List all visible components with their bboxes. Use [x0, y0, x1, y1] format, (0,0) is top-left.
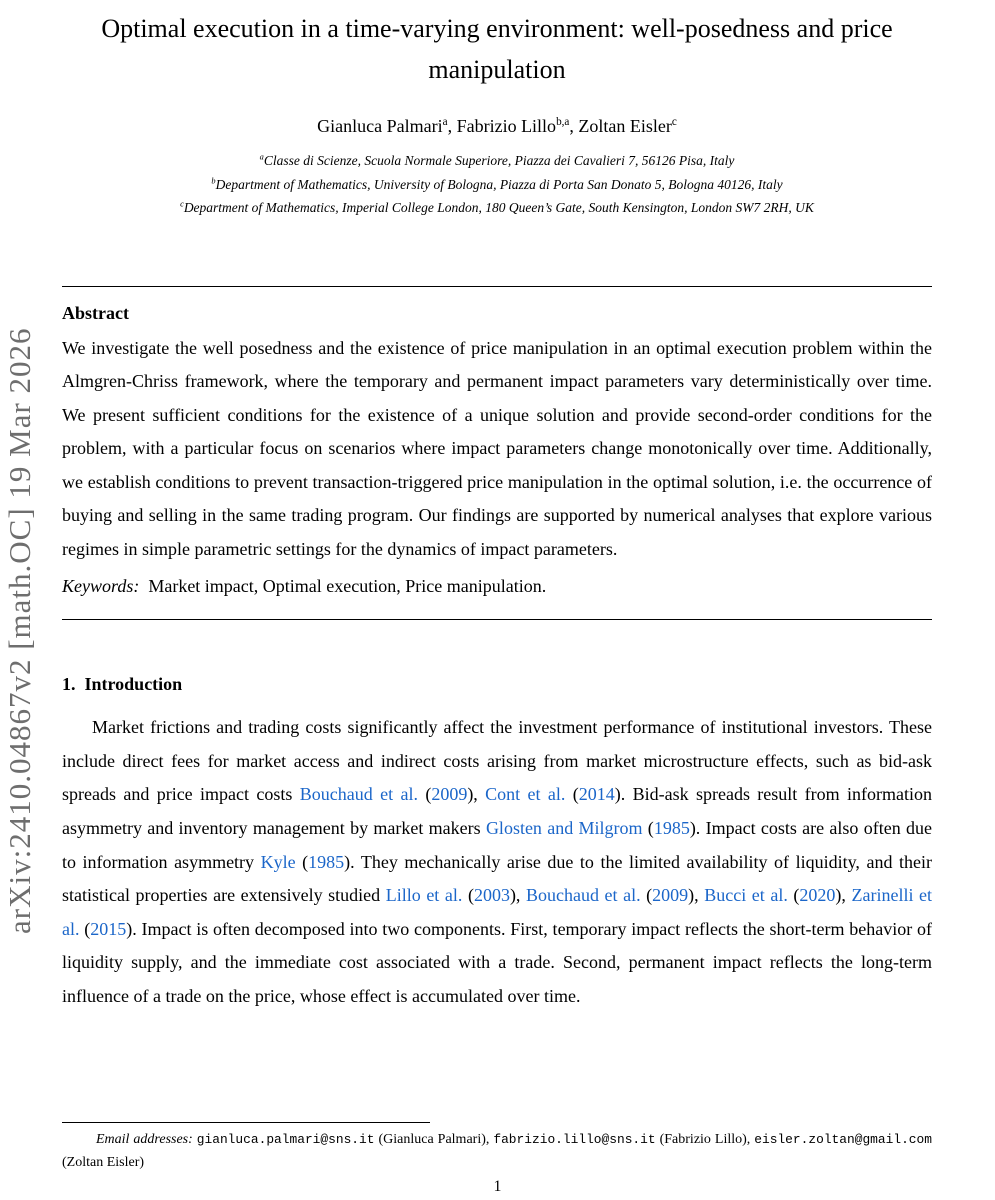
text-segment: Market frictions and trading costs significantly affect the investment performance of institutional investors. These include direct fees for market access and indirect costs arising from market microstructure effects, such as bid-ask spreads and price impact costs — [62, 717, 932, 805]
italic-label: Email addresses: — [96, 1132, 197, 1147]
text-segment: ), — [467, 784, 486, 805]
italic-label: Keywords: — [62, 575, 140, 596]
citation-link[interactable]: 2009 — [431, 784, 468, 805]
footnote — [62, 1122, 932, 1174]
citation-link[interactable]: Lillo et al. — [385, 885, 463, 906]
text-segment: Department of Mathematics, University of Bologna, Piazza di Porta San Donato 5, Bologna 40126, Italy — [215, 176, 783, 192]
footnote-emails — [62, 1128, 932, 1174]
text-segment: ( — [565, 784, 579, 805]
abstract-heading: Abstract — [62, 302, 129, 323]
superscript: b — [211, 176, 216, 185]
citation-link[interactable]: Glosten and Milgrom — [485, 818, 643, 839]
citation-link[interactable]: 1985 — [308, 851, 345, 872]
text-segment: ( — [642, 818, 654, 839]
text-segment: , Fabrizio Lillo — [447, 116, 557, 136]
citation-link[interactable]: 2014 — [578, 784, 615, 805]
section-heading-introduction: 1. Introduction — [62, 674, 183, 695]
text-segment: ), — [835, 885, 852, 906]
text-segment: ( — [79, 918, 91, 939]
citation-link[interactable]: Bouchaud et al. — [299, 784, 418, 805]
text-segment: , Zoltan Eisler — [569, 116, 672, 136]
abstract-top-divider — [62, 286, 932, 287]
text-segment: ( — [787, 885, 800, 906]
citation-link[interactable]: 2015 — [90, 918, 127, 939]
citation-link[interactable]: 2003 — [473, 885, 510, 906]
superscript: c — [671, 116, 677, 128]
superscript: a — [259, 152, 264, 162]
text-segment: ( — [295, 851, 309, 872]
text-segment: ), — [509, 885, 526, 906]
email-address: fabrizio.lillo@sns.it — [493, 1132, 656, 1147]
page-number: 1 — [493, 1178, 502, 1195]
author-line — [62, 116, 932, 137]
text-segment: ( — [417, 784, 432, 805]
citation-link[interactable]: Cont et al. — [485, 784, 566, 805]
email-address: eisler.zoltan@gmail.com — [754, 1132, 932, 1147]
text-segment: Market impact, Optimal execution, Price manipulation. — [139, 575, 547, 596]
abstract-bottom-divider — [62, 619, 932, 620]
citation-link[interactable]: 2020 — [799, 885, 836, 906]
superscript: c — [180, 199, 184, 209]
citation-link[interactable]: Kyle — [260, 851, 296, 872]
superscript: a — [442, 116, 448, 128]
affiliation-a — [62, 149, 932, 173]
citation-link[interactable]: Bucci et al. — [704, 885, 788, 906]
text-segment: ). They mechanically arise due to the limited availability of liquidity, and their statistical properties are extensively studied — [62, 851, 932, 906]
text-segment: ( — [462, 885, 474, 906]
text-segment: ( — [640, 885, 653, 906]
text-segment: (Fabrizio Lillo), — [655, 1132, 755, 1147]
citation-link[interactable]: Zarinelli et al. — [62, 885, 932, 939]
text-segment: ), — [688, 885, 705, 906]
affiliation-b — [62, 173, 932, 197]
text-segment: (Gianluca Palmari), — [374, 1132, 494, 1147]
citation-link[interactable]: 2009 — [652, 885, 689, 906]
affiliation-c — [62, 196, 932, 220]
text-segment: ). Impact is often decomposed into two components. First, temporary impact reflects the short-term behavior of liquidity supply, and the immediate cost associated with a trade. Second, permanent impact reflects the long-term influence of a trade on the price, whose effect is accumulated over time. — [62, 918, 932, 1006]
superscript: b,a — [556, 116, 570, 128]
paper-title: Optimal execution in a time-varying environment: well-posedness and price manipulation — [101, 14, 893, 84]
email-address: gianluca.palmari@sns.it — [196, 1132, 375, 1147]
text-segment: Department of Mathematics, Imperial College London, 180 Queen’s Gate, South Kensington, London SW7 2RH, UK — [183, 200, 814, 215]
abstract-text: We investigate the well posedness and the existence of price manipulation in an optimal execution problem within the Almgren-Chriss framework, where the temporary and permanent impact parameters vary deterministically over time. We present sufficient conditions for the existence of a unique solution and provide second-order conditions for the problem, with a particular focus on scenarios where impact parameters change monotonically over time. Additionally, we establish conditions to prevent transaction-triggered price manipulation in the optimal solution, i.e. the occurrence of buying and selling in the same trading program. Our findings are supported by numerical analyses that explore various regimes in simple parametric settings for the dynamics of impact parameters. — [62, 337, 932, 560]
keywords-line — [62, 570, 932, 604]
intro-paragraph — [62, 711, 932, 1013]
arxiv-watermark: arXiv:2410.04867v2 [math.OC] 19 Mar 2026 — [2, 327, 37, 934]
text-segment: (Zoltan Eisler) — [62, 1155, 145, 1170]
citation-link[interactable]: 1985 — [653, 818, 690, 839]
text-segment: Classe di Scienze, Scuola Normale Superiore, Piazza dei Cavalieri 7, 56126 Pisa, Italy — [263, 153, 735, 168]
text-segment: ). Bid-ask spreads result from information asymmetry and inventory management by market makers — [62, 784, 932, 839]
citation-link[interactable]: Bouchaud et al. — [526, 885, 641, 906]
text-segment: ). Impact costs are also often due to information asymmetry — [62, 818, 932, 872]
paper-content — [0, 8, 995, 1014]
footnote-divider — [62, 1122, 430, 1123]
affiliation-block — [62, 149, 932, 220]
text-segment: Gianluca Palmari — [317, 116, 443, 136]
